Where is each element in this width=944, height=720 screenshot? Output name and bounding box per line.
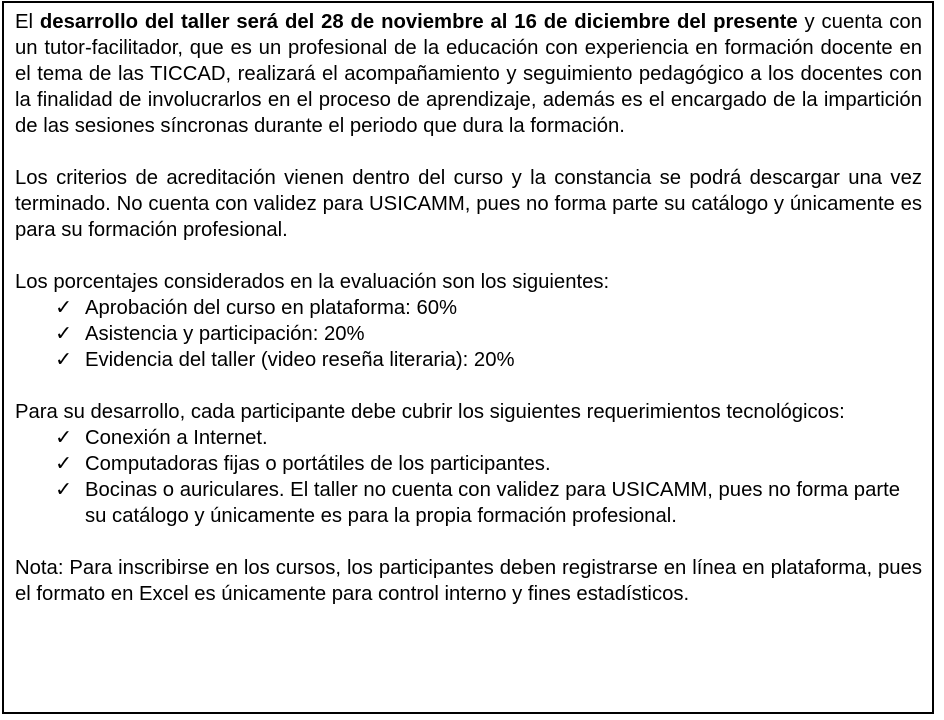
paragraph-requirements-intro: Para su desarrollo, cada participante debe cubrir los siguientes requerimientos tecnológicos: xyxy=(15,401,845,423)
list-item-text: Computadoras fijas o portátiles de los participantes. xyxy=(85,453,551,475)
paragraph-registration-note: Nota: Para inscribirse en los cursos, los participantes deben registrarse en línea en plataforma, pues el formato en Excel es únicamente para control interno y fines estadísticos. xyxy=(15,557,922,605)
list-item xyxy=(55,477,922,529)
list-item-text: Conexión a Internet. xyxy=(85,427,268,449)
spacer xyxy=(15,529,922,555)
check-icon: ✓ xyxy=(55,349,72,371)
spacer xyxy=(15,139,922,165)
paragraph-workshop-dates xyxy=(15,9,922,139)
p1-rest: y cuenta con un tutor-facilitador, que es un profesional de la educación con experiencia en formación docente en el tema de las TICCAD, realizará el acompañamiento y seguimiento pedagógico a los docentes con la finalidad de involucrarlos en el proceso de aprendizaje, además es el encargado de la impartición de las sesiones síncronas durante el periodo que dura la formación. xyxy=(15,11,922,137)
spacer xyxy=(15,243,922,269)
list-item-text: Evidencia del taller (video reseña literaria): 20% xyxy=(85,349,515,371)
paragraph-accreditation: Los criterios de acreditación vienen dentro del curso y la constancia se podrá descargar una vez terminado. No cuenta con validez para USICAMM, pues no forma parte su catálogo y únicamente es para su formación profesional. xyxy=(15,167,922,241)
check-icon: ✓ xyxy=(55,297,72,319)
list-item xyxy=(55,347,922,373)
p1-bold-dates: desarrollo del taller será del 28 de noviembre al 16 de diciembre del presente xyxy=(39,11,798,33)
check-icon: ✓ xyxy=(55,479,72,501)
document-frame xyxy=(2,1,934,714)
requirements-list xyxy=(15,425,922,529)
list-item-text: Asistencia y participación: 20% xyxy=(85,323,365,345)
list-item xyxy=(55,295,922,321)
spacer xyxy=(15,373,922,399)
list-item xyxy=(55,321,922,347)
list-item-text: Bocinas o auriculares. El taller no cuenta con validez para USICAMM, pues no forma parte su catálogo y únicamente es para la propia formación profesional. xyxy=(85,479,901,527)
paragraph-evaluation-intro: Los porcentajes considerados en la evaluación son los siguientes: xyxy=(15,271,610,293)
evaluation-list xyxy=(15,295,922,373)
check-icon: ✓ xyxy=(55,453,72,475)
list-item xyxy=(55,451,922,477)
check-icon: ✓ xyxy=(55,427,72,449)
list-item-text: Aprobación del curso en plataforma: 60% xyxy=(85,297,458,319)
check-icon: ✓ xyxy=(55,323,72,345)
list-item xyxy=(55,425,922,451)
p1-lead: El xyxy=(15,11,40,33)
